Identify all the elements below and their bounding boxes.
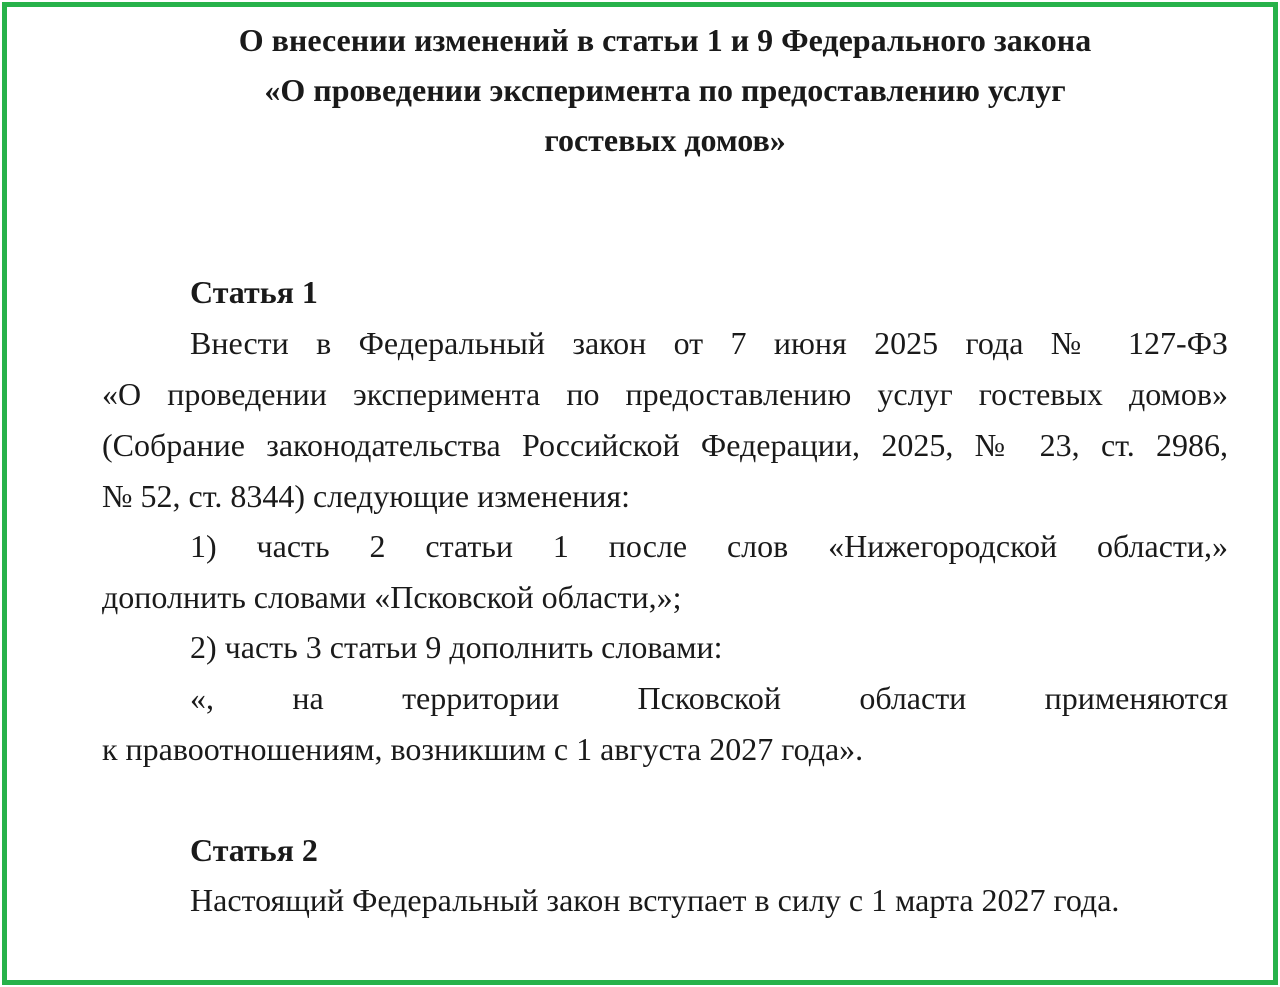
article-1-intro-line-1: Внести в Федеральный закон от 7 июня 2025 года № 127-ФЗ xyxy=(190,325,1228,361)
article-1-intro-line-4: № 52, ст. 8344) следующие изменения: xyxy=(102,478,631,514)
title-line-1: О внесении изменений в статьи 1 и 9 Федерального закона xyxy=(238,22,1092,58)
article-1-heading: Статья 1 xyxy=(190,274,318,310)
article-1-quote xyxy=(102,673,1228,775)
article-1-intro-line-3: (Собрание законодательства Российской Федерации, 2025, № 23, ст. 2986, xyxy=(102,427,1228,463)
document-frame xyxy=(2,2,1278,985)
article-2-text xyxy=(102,875,1228,926)
article-2-heading: Статья 2 xyxy=(190,832,318,868)
article-1-item-1-line-2: дополнить словами «Псковской области,»; xyxy=(102,579,682,615)
article-1-item-1 xyxy=(102,521,1228,623)
document-title xyxy=(102,15,1228,165)
article-1-item-1-line-1: 1) часть 2 статьи 1 после слов «Нижегородской области,» xyxy=(190,528,1228,564)
article-1-quote-line-2: к правоотношениям, возникшим с 1 августа 2027 года». xyxy=(102,731,864,767)
article-2-text-line-1: Настоящий Федеральный закон вступает в силу с 1 марта 2027 года. xyxy=(190,882,1120,918)
article-1-quote-line-1: «, на территории Псковской области применяются xyxy=(190,680,1228,716)
title-line-2: «О проведении эксперимента по предоставлению услуг xyxy=(264,72,1066,108)
article-1-item-2-line-1: 2) часть 3 статьи 9 дополнить словами: xyxy=(190,629,723,665)
article-1-intro xyxy=(102,318,1228,522)
article-1-intro-line-2: «О проведении эксперимента по предоставлению услуг гостевых домов» xyxy=(102,376,1228,412)
title-line-3: гостевых домов» xyxy=(544,122,786,158)
article-1-item-2 xyxy=(102,622,1228,673)
